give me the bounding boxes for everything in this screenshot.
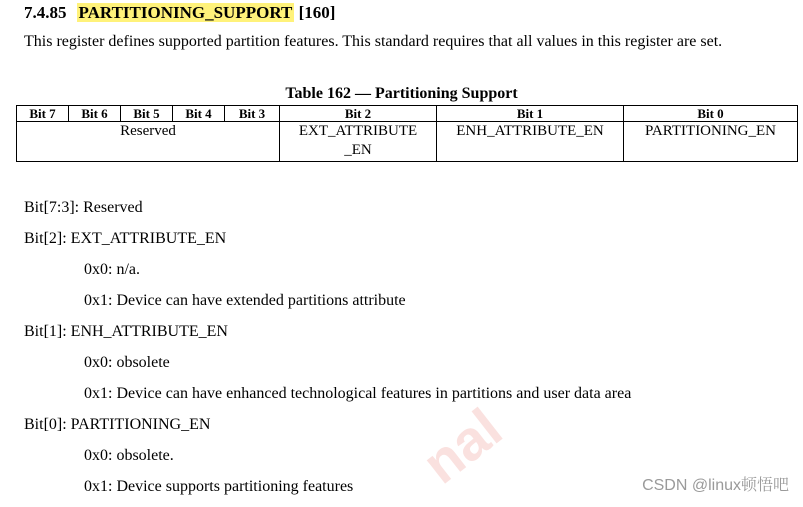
table-row <box>17 122 798 162</box>
bit-value-line: 0x0: obsolete <box>84 354 170 371</box>
header-bit7: Bit 7 <box>17 106 69 122</box>
bit-value-line: 0x1: Device can have extended partitions attribute <box>84 292 406 309</box>
register-table <box>16 105 798 162</box>
bit-descriptions <box>24 197 631 507</box>
bit-line: Bit[0]: PARTITIONING_EN <box>24 416 211 433</box>
header-bit4: Bit 4 <box>173 106 225 122</box>
bit-value-line: 0x1: Device can have enhanced technological features in partitions and user data area <box>84 385 632 402</box>
bit-line: Bit[1]: ENH_ATTRIBUTE_EN <box>24 323 228 340</box>
bit-value-line: 0x1: Device supports partitioning features <box>84 478 354 495</box>
header-bit6: Bit 6 <box>69 106 121 122</box>
header-bit5: Bit 5 <box>121 106 173 122</box>
intro-paragraph: This register defines supported partition features. This standard requires that all values in this register are set. <box>24 33 723 50</box>
watermark: nal <box>410 395 514 496</box>
header-bit2: Bit 2 <box>280 106 437 122</box>
bit-value-line: 0x0: obsolete. <box>84 447 174 464</box>
bit-line: Bit[7:3]: Reserved <box>24 199 143 216</box>
table-header-row <box>17 106 798 122</box>
cell-reserved: Reserved <box>17 122 280 162</box>
header-bit0: Bit 0 <box>624 106 798 122</box>
footer-credit: CSDN @linux顿悟吧 <box>642 477 789 494</box>
header-bit3: Bit 3 <box>225 106 280 122</box>
bit-line: Bit[2]: EXT_ATTRIBUTE_EN <box>24 230 227 247</box>
header-bit1: Bit 1 <box>437 106 624 122</box>
cell-bit0: PARTITIONING_EN <box>624 122 798 162</box>
table-caption: Table 162 — Partitioning Support <box>285 85 518 102</box>
register-name: PARTITIONING_SUPPORT <box>78 3 293 22</box>
cell-bit2: EXT_ATTRIBUTE _EN <box>280 122 437 162</box>
section-number: 7.4.85 <box>24 3 67 22</box>
section-heading <box>24 2 335 24</box>
cell-bit1: ENH_ATTRIBUTE_EN <box>437 122 624 162</box>
register-index: [160] <box>298 3 336 22</box>
bit-value-line: 0x0: n/a. <box>84 261 140 278</box>
